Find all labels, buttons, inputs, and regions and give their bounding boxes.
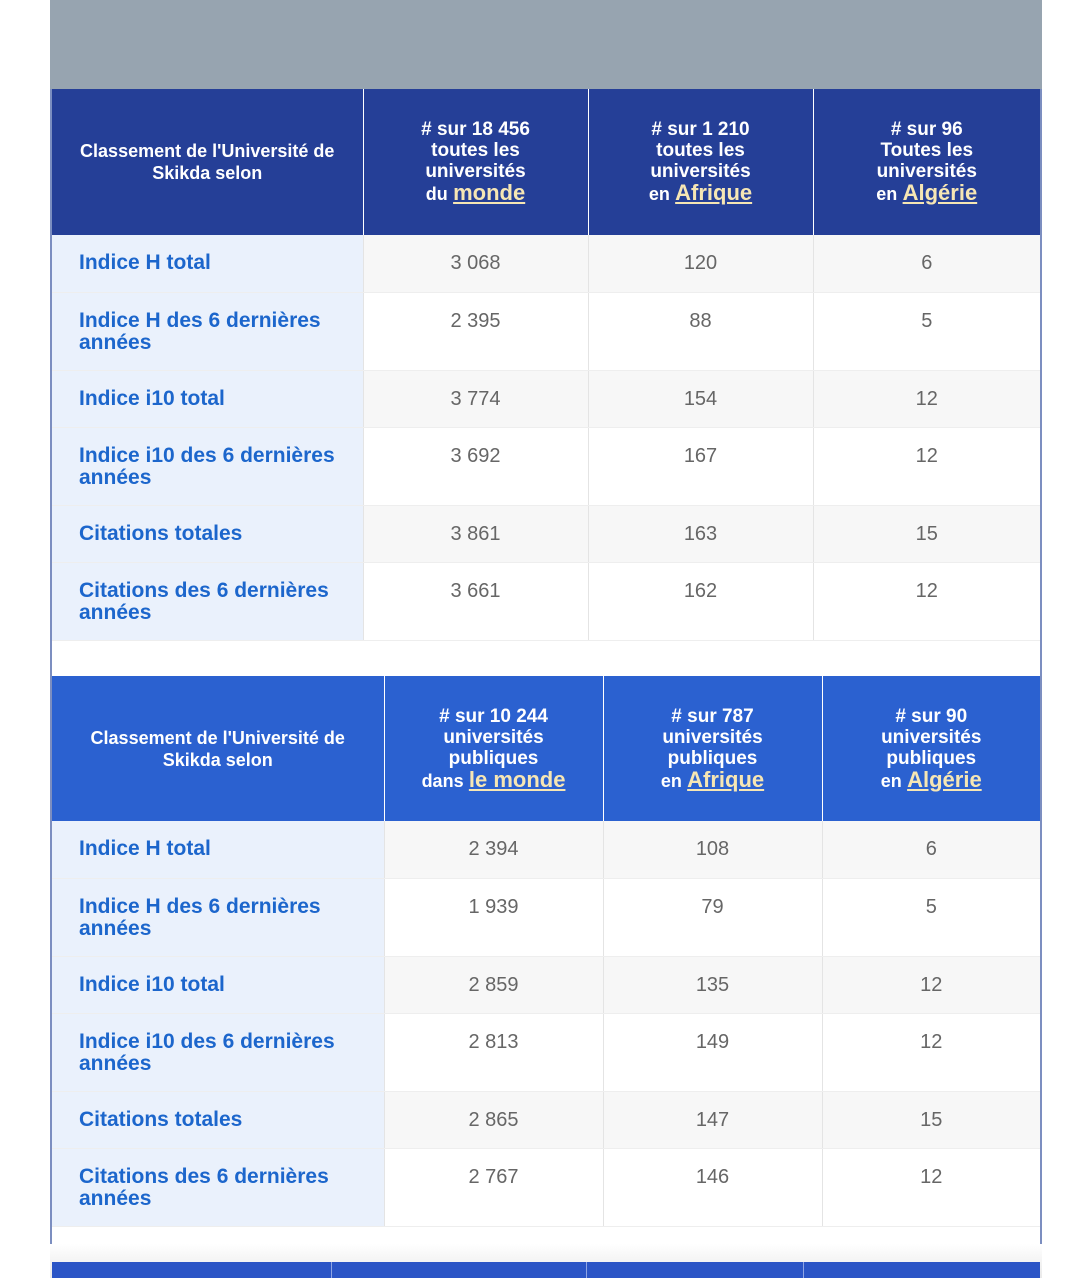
header-algeria: # sur 90 universités publiques en Algérie bbox=[822, 676, 1040, 821]
rank-world: 3 861 bbox=[363, 505, 588, 562]
link-africa[interactable]: Afrique bbox=[687, 766, 765, 792]
row-label: Indice H des 6 dernières années bbox=[52, 292, 363, 370]
table-row bbox=[52, 505, 1040, 562]
table-row bbox=[52, 956, 1040, 1013]
table-row bbox=[52, 1148, 1040, 1226]
rank-world: 2 395 bbox=[363, 292, 588, 370]
rank-africa: 120 bbox=[588, 235, 813, 292]
row-label: Citations des 6 dernières années bbox=[52, 562, 363, 640]
table-row bbox=[52, 427, 1040, 505]
row-label: Citations totales bbox=[52, 505, 363, 562]
header-algeria: # sur 96 Toutes les universités en Algérie bbox=[813, 89, 1040, 235]
rank-algeria: 5 bbox=[822, 878, 1040, 956]
table-row bbox=[52, 821, 1040, 878]
header-africa: # sur 1 210 toutes les universités en Afrique bbox=[588, 89, 813, 235]
rank-world: 2 859 bbox=[384, 956, 603, 1013]
rank-africa: 79 bbox=[603, 878, 822, 956]
table-row bbox=[52, 878, 1040, 956]
link-world[interactable]: le monde bbox=[468, 766, 566, 792]
rank-africa: 154 bbox=[588, 370, 813, 427]
rank-africa: 108 bbox=[603, 821, 822, 878]
next-table-header bbox=[52, 1262, 1040, 1278]
header-world: # sur 10 244 universités publiques dans le monde bbox=[384, 676, 603, 821]
rank-algeria: 12 bbox=[822, 956, 1040, 1013]
rank-africa: 147 bbox=[603, 1091, 822, 1148]
rank-algeria: 12 bbox=[813, 427, 1040, 505]
rank-algeria: 6 bbox=[813, 235, 1040, 292]
row-label: Indice i10 des 6 dernières années bbox=[52, 1013, 384, 1091]
rank-world: 3 661 bbox=[363, 562, 588, 640]
table-header-row bbox=[52, 676, 1040, 821]
rank-africa: 163 bbox=[588, 505, 813, 562]
header-ranking-criteria: Classement de l'Université de Skikda selon bbox=[90, 727, 345, 770]
table-header-row bbox=[52, 89, 1040, 235]
table-row bbox=[52, 235, 1040, 292]
rank-africa: 162 bbox=[588, 562, 813, 640]
rank-world: 3 068 bbox=[363, 235, 588, 292]
image-banner bbox=[50, 0, 1042, 89]
rank-algeria: 12 bbox=[822, 1013, 1040, 1091]
rank-world: 2 394 bbox=[384, 821, 603, 878]
row-label: Indice H total bbox=[52, 821, 384, 878]
row-label: Indice i10 total bbox=[52, 370, 363, 427]
rank-world: 2 813 bbox=[384, 1013, 603, 1091]
rank-africa: 167 bbox=[588, 427, 813, 505]
ranking-table-all-universities bbox=[52, 89, 1040, 641]
rank-world: 1 939 bbox=[384, 878, 603, 956]
rank-algeria: 12 bbox=[822, 1148, 1040, 1226]
rank-world: 2 767 bbox=[384, 1148, 603, 1226]
rank-algeria: 6 bbox=[822, 821, 1040, 878]
row-label: Indice i10 total bbox=[52, 956, 384, 1013]
table-row bbox=[52, 562, 1040, 640]
header-africa: # sur 787 universités publiques en Afrique bbox=[603, 676, 822, 821]
rank-world: 2 865 bbox=[384, 1091, 603, 1148]
rank-algeria: 12 bbox=[813, 370, 1040, 427]
link-algeria[interactable]: Algérie bbox=[902, 180, 978, 205]
row-label: Citations totales bbox=[52, 1091, 384, 1148]
rank-algeria: 15 bbox=[813, 505, 1040, 562]
row-label: Indice i10 des 6 dernières années bbox=[52, 427, 363, 505]
header-ranking-criteria: Classement de l'Université de Skikda selon bbox=[80, 141, 335, 183]
rank-africa: 135 bbox=[603, 956, 822, 1013]
row-label: Indice H des 6 dernières années bbox=[52, 878, 384, 956]
link-algeria[interactable]: Algérie bbox=[907, 766, 982, 792]
ranking-table-public-universities bbox=[52, 676, 1040, 1227]
rank-world: 3 692 bbox=[363, 427, 588, 505]
table-row bbox=[52, 1091, 1040, 1148]
rank-africa: 149 bbox=[603, 1013, 822, 1091]
link-world[interactable]: monde bbox=[453, 180, 526, 205]
table-row bbox=[52, 370, 1040, 427]
rank-africa: 88 bbox=[588, 292, 813, 370]
link-africa[interactable]: Afrique bbox=[675, 180, 753, 205]
table-row bbox=[52, 1013, 1040, 1091]
table-row bbox=[52, 292, 1040, 370]
row-label: Indice H total bbox=[52, 235, 363, 292]
rank-world: 3 774 bbox=[363, 370, 588, 427]
rank-africa: 146 bbox=[603, 1148, 822, 1226]
rank-algeria: 12 bbox=[813, 562, 1040, 640]
rank-algeria: 5 bbox=[813, 292, 1040, 370]
header-world: # sur 18 456 toutes les universités du monde bbox=[363, 89, 588, 235]
row-label: Citations des 6 dernières années bbox=[52, 1148, 384, 1226]
rank-algeria: 15 bbox=[822, 1091, 1040, 1148]
